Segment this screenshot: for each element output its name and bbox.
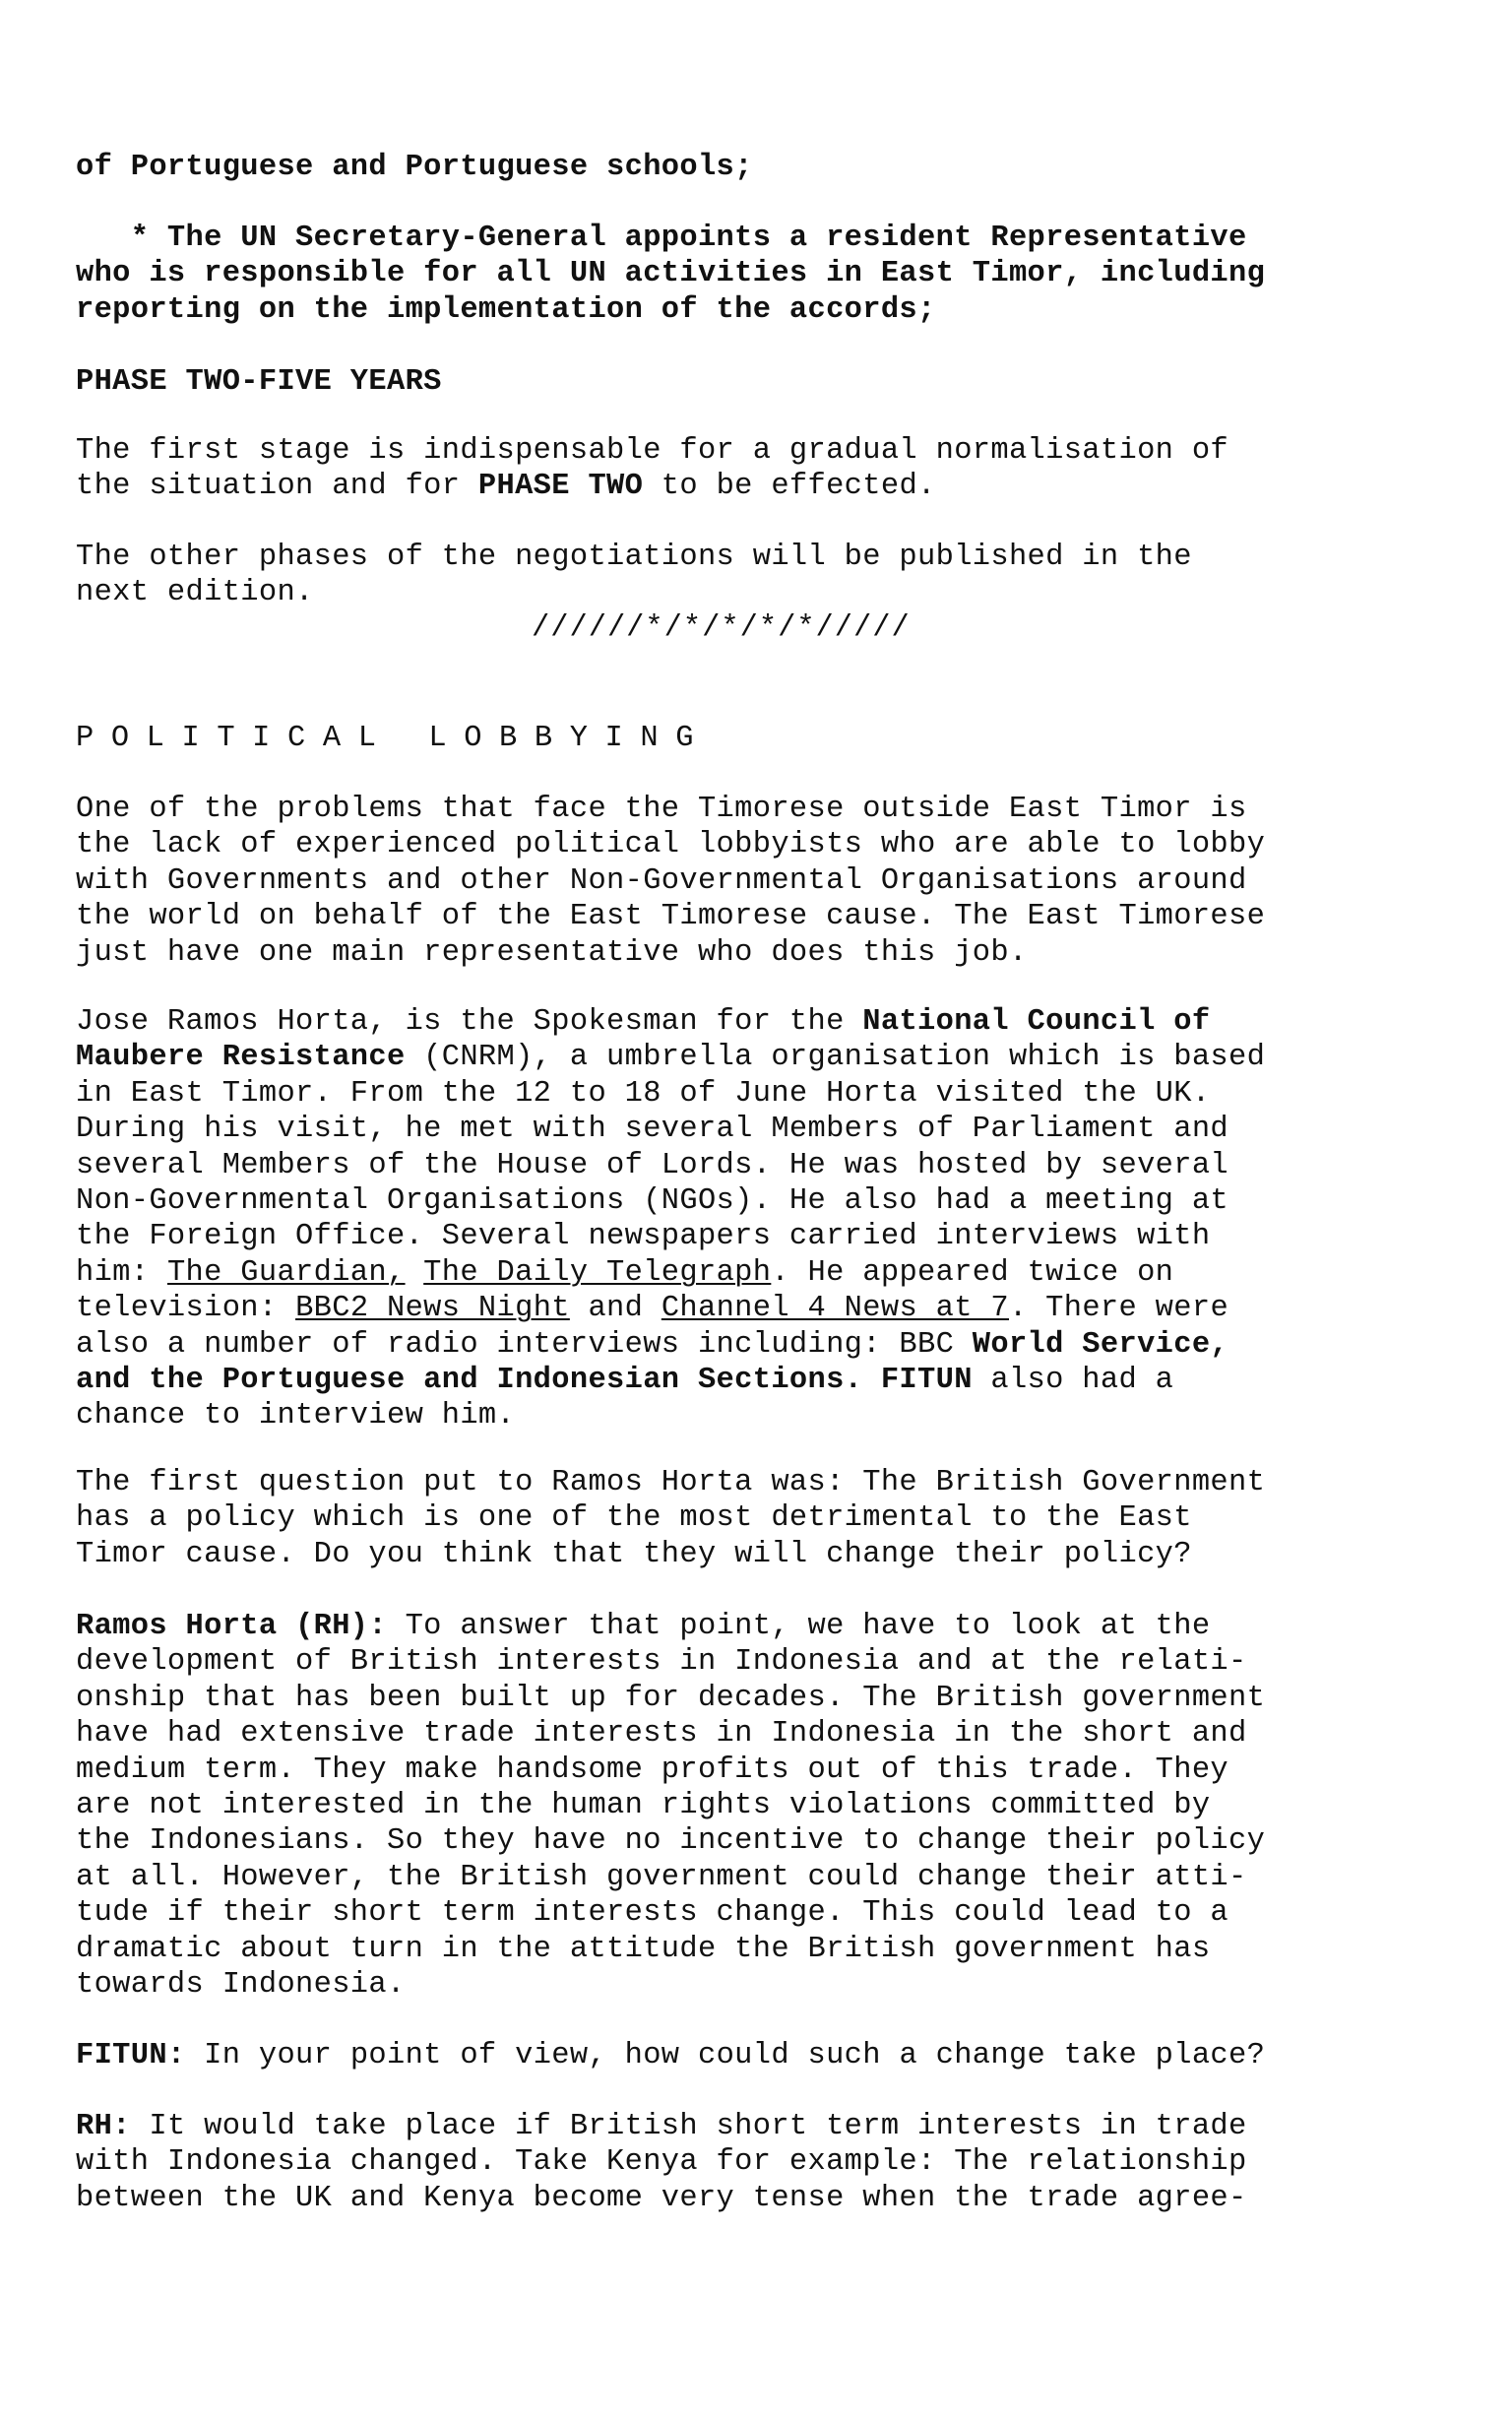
question-line: has a policy which is one of the most detrimental to the East bbox=[76, 1501, 1192, 1536]
lobbying-p1-line: with Governments and other Non-Governmental Organisations around bbox=[76, 863, 1247, 898]
political-lobbying-heading: POLITICAL LOBBYING bbox=[76, 722, 712, 755]
p2-line: (CNRM), a umbrella organisation which is based bbox=[405, 1041, 1266, 1075]
answer-line: the Indonesians. So they have no incentive to change their policy bbox=[76, 1824, 1266, 1859]
p2-line: . He appeared twice on bbox=[771, 1255, 1174, 1290]
answer-line: with Indonesia changed. Take Kenya for example: The relationship bbox=[76, 2145, 1247, 2180]
newspaper-telegraph: The Daily Telegraph bbox=[423, 1255, 772, 1290]
rh-answer-2 bbox=[76, 2109, 1415, 2216]
question-line: Timor cause. Do you think that they will change their policy? bbox=[76, 1537, 1192, 1571]
speaker-label: Ramos Horta (RH): bbox=[76, 1610, 387, 1643]
p2-line: also had a bbox=[972, 1364, 1174, 1398]
answer-line: medium term. They make handsome profits out of this trade. They bbox=[76, 1753, 1229, 1787]
lobbying-paragraph-1 bbox=[76, 792, 1415, 971]
un-bullet-item bbox=[76, 221, 1415, 328]
phase-two-p1-line-1: The first stage is indispensable for a gradual normalisation of bbox=[76, 434, 1229, 468]
p2-line: chance to interview him. bbox=[76, 1399, 516, 1434]
answer-line: tude if their short term interests change. This could lead to a bbox=[76, 1896, 1229, 1931]
p2-bold: World Service, bbox=[972, 1327, 1229, 1362]
un-bullet-line-3: reporting on the implementation of the accords; bbox=[76, 292, 936, 327]
answer-line: have had extensive trade interests in Indonesia in the short and bbox=[76, 1717, 1247, 1752]
answer-line: development of British interests in Indonesia and at the relati- bbox=[76, 1645, 1247, 1680]
phase-one-tail bbox=[76, 150, 1415, 185]
p2-line: During his visit, he met with several Members of Parliament and bbox=[76, 1113, 1229, 1147]
phase-two-p1-line-2a: the situation and for bbox=[76, 470, 478, 504]
speaker-label: RH: bbox=[76, 2110, 131, 2143]
programme-channel4: Channel 4 News at 7 bbox=[661, 1292, 1009, 1326]
p2-line: television: bbox=[76, 1292, 296, 1326]
p2-bold: and the Portuguese and Indonesian Sections. FITUN bbox=[76, 1364, 973, 1398]
lobbying-p1-line: the world on behalf of the East Timorese cause. The East Timorese bbox=[76, 900, 1266, 934]
phase-two-p2-line-1: The other phases of the negotiations will be published in the bbox=[76, 541, 1192, 574]
p2-line: several Members of the House of Lords. He was hosted by several bbox=[76, 1148, 1229, 1182]
lobbying-paragraph-2 bbox=[76, 1004, 1415, 1434]
section-separator: //////*/*/*/*/*///// bbox=[532, 611, 911, 645]
answer-line: at all. However, the British government could change their atti- bbox=[76, 1860, 1247, 1894]
question-line: The first question put to Ramos Horta was: The British Government bbox=[76, 1466, 1266, 1499]
un-bullet-line-2: who is responsible for all UN activities in East Timor, including bbox=[76, 257, 1266, 291]
phase-two-inline-bold: PHASE TWO bbox=[477, 470, 644, 504]
p2-bold: National Council of bbox=[862, 1005, 1211, 1039]
phase-two-paragraph-2 bbox=[76, 540, 1415, 611]
newspaper-guardian: The Guardian, bbox=[166, 1255, 406, 1290]
lobbying-p1-line: just have one main representative who does this job. bbox=[76, 935, 1028, 970]
p2-line: Non-Governmental Organisations (NGOs). He also had a meeting at bbox=[76, 1184, 1229, 1219]
answer-line: onship that has been built up for decades. The British government bbox=[76, 1681, 1266, 1715]
phase-two-p1-line-2b: to be effected. bbox=[643, 470, 936, 504]
lobbying-p1-line: the lack of experienced political lobbyists who are able to lobby bbox=[76, 828, 1266, 862]
p2-line: also a number of radio interviews including: BBC bbox=[76, 1327, 973, 1362]
question-line: In your point of view, how could such a change take place? bbox=[185, 2039, 1266, 2072]
fitun-question bbox=[76, 2038, 1415, 2073]
p2-line: . There were bbox=[1008, 1292, 1229, 1326]
phase-two-heading-text: PHASE TWO-FIVE YEARS bbox=[76, 365, 442, 399]
p2-line: and bbox=[569, 1292, 662, 1326]
p2-line bbox=[406, 1256, 424, 1290]
lobbying-p1-line: One of the problems that face the Timorese outside East Timor is bbox=[76, 793, 1247, 826]
p2-line: in East Timor. From the 12 to 18 of June Horta visited the UK. bbox=[76, 1076, 1211, 1111]
answer-line: To answer that point, we have to look at the bbox=[387, 1610, 1211, 1643]
answer-line: are not interested in the human rights violations committed by bbox=[76, 1789, 1211, 1823]
answer-line: towards Indonesia. bbox=[76, 1968, 406, 2003]
phase-one-tail-line: of Portuguese and Portuguese schools; bbox=[76, 151, 753, 184]
p2-line: the Foreign Office. Several newspapers carried interviews with bbox=[76, 1220, 1211, 1254]
p2-line: him: bbox=[76, 1255, 167, 1290]
phase-two-paragraph-1 bbox=[76, 433, 1415, 505]
programme-newsnight: BBC2 News Night bbox=[295, 1292, 570, 1326]
phase-two-heading bbox=[76, 364, 1415, 400]
rh-answer-1 bbox=[76, 1609, 1415, 2003]
p2-bold: Maubere Resistance bbox=[76, 1041, 406, 1075]
answer-line: It would take place if British short term interests in trade bbox=[130, 2110, 1247, 2143]
phase-two-p2-line-2: next edition. bbox=[76, 576, 314, 610]
question-paragraph bbox=[76, 1465, 1415, 1572]
speaker-label: FITUN: bbox=[76, 2039, 186, 2072]
p2-line: Jose Ramos Horta, is the Spokesman for the bbox=[76, 1005, 863, 1039]
un-bullet-line-1: * The UN Secretary-General appoints a resident Representative bbox=[76, 222, 1247, 255]
answer-line: between the UK and Kenya become very tense when the trade agree- bbox=[76, 2181, 1247, 2215]
answer-line: dramatic about turn in the attitude the British government has bbox=[76, 1932, 1211, 1966]
